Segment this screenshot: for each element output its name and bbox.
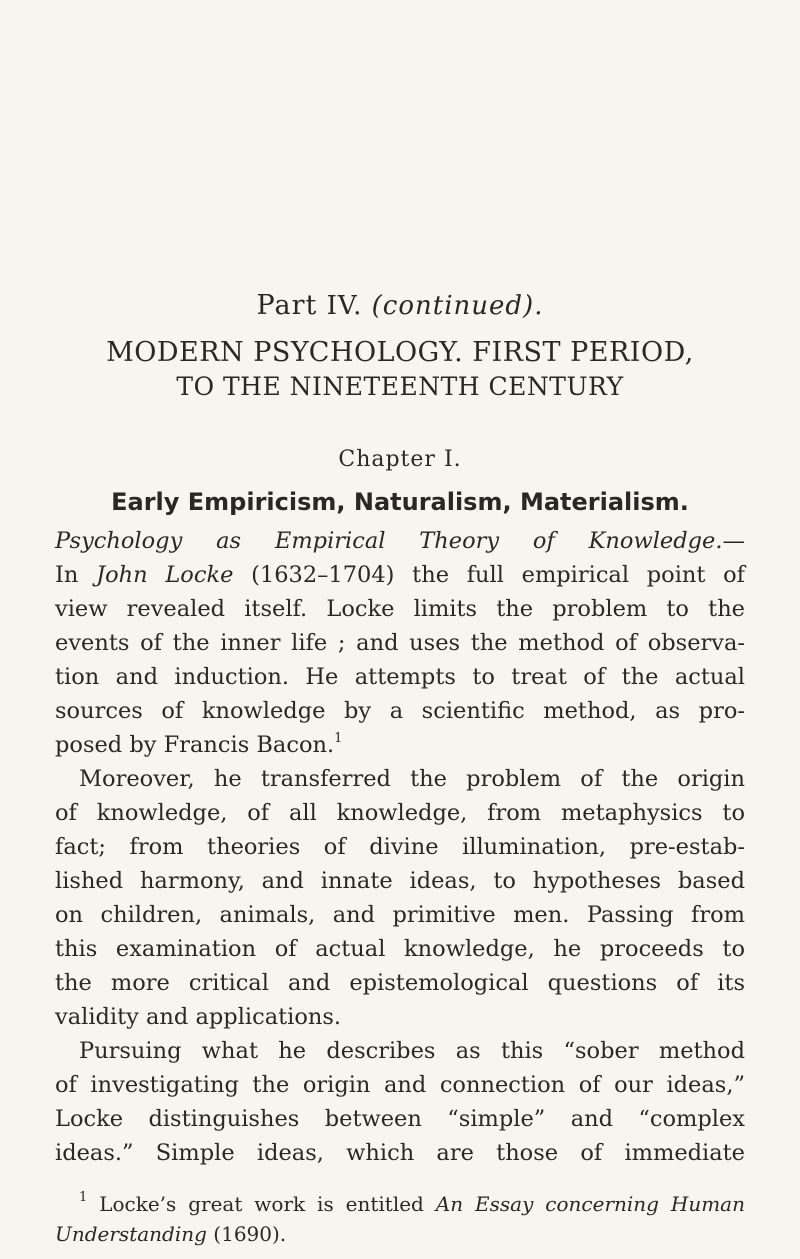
in-word: In [55,562,79,588]
section-heading: Early Empiricism, Naturalism, Materialism. [111,488,689,516]
line-text: posed by Francis Bacon. [55,732,335,758]
part-heading [0,290,800,321]
title-line-2: TO THE NINETEENTH CENTURY [176,372,624,401]
paragraph-1-line-2 [55,562,745,596]
text-line: of investigating the origin and connection of our ideas,” [55,1072,745,1098]
text-line: the more critical and epistemological questions of its [55,970,745,996]
paragraph-1-last-line [55,732,745,766]
footnote-marker: 1 [79,1190,88,1205]
text-line: ideas.” Simple ideas, which are those of immediate [55,1140,745,1166]
footnote-line-2 [55,1222,745,1246]
line-text: (1632–1704) the full empirical point of [251,562,746,588]
text-line: on children, animals, and primitive men. Passing from [55,902,745,928]
text-line: Moreover, he transferred the problem of the origin [79,766,745,792]
title-line-1: MODERN PSYCHOLOGY. FIRST PERIOD, [106,337,694,368]
part-label: Part [256,290,318,321]
footnote-line-1 [55,1192,745,1216]
chapter-heading [0,447,800,472]
text-line: events of the inner life ; and uses the method of observa- [55,630,745,656]
footnote-tail: (1690). [213,1222,287,1246]
text-line: Pursuing what he describes as this “sober method [79,1038,745,1064]
text-line: tion and induction. He attempts to treat of the actual [55,664,745,690]
text-line: lished harmony, and innate ideas, to hypotheses based [55,868,745,894]
chapter-number: I. [443,447,462,472]
chapter-label: Chapter [338,447,436,472]
footnote-ref[interactable]: 1 [334,731,343,746]
footnote-title: An Essay concerning Human [435,1192,745,1216]
locke-name: John Locke [96,562,234,588]
text-line: view revealed itself. Locke limits the problem to the [55,596,745,622]
text-line: validity and applications. [55,1004,342,1030]
text-line: Locke distinguishes between “simple” and “complex [55,1106,745,1132]
lead-dash: — [722,528,745,554]
text-line: sources of knowledge by a scientific method, as pro- [55,698,745,724]
part-number: IV. [326,291,363,321]
paragraph-lead: Psychology as Empirical Theory of Knowledge. [55,528,723,554]
footnote-text: Locke’s great work is entitled [99,1192,424,1216]
text-line: of knowledge, of all knowledge, from metaphysics to [55,800,745,826]
paragraph-1-line-1 [55,528,745,562]
text-line: fact; from theories of divine illumination, pre-estab- [55,834,745,860]
text-line: this examination of actual knowledge, he proceeds to [55,936,745,962]
part-note: (continued). [371,291,544,321]
footnote-title-2: Understanding [55,1222,207,1246]
